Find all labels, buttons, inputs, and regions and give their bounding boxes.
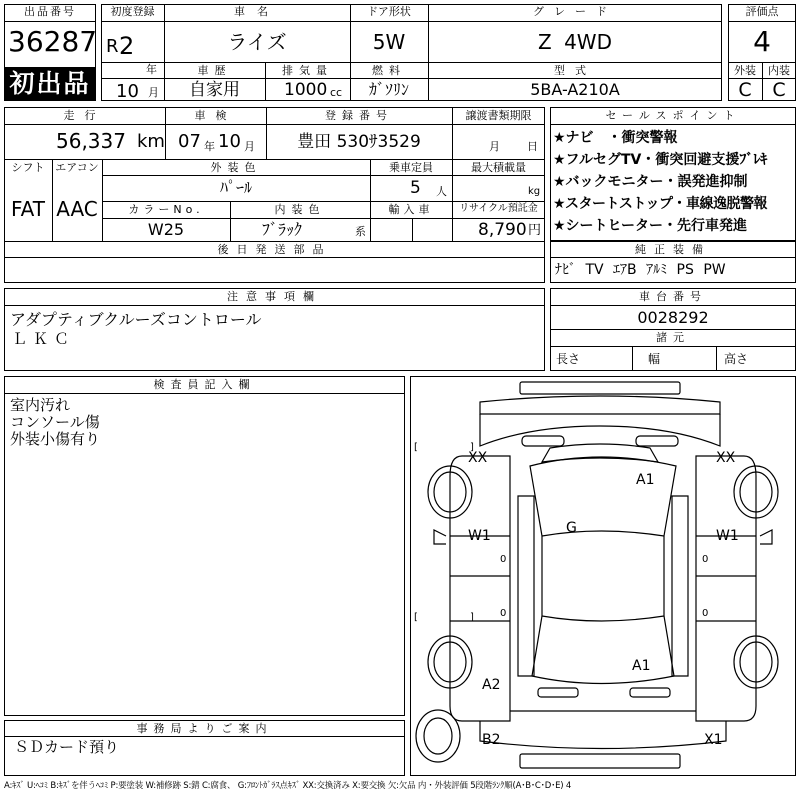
score-label: 評価点 <box>745 5 779 18</box>
sales-point-4: ★スタートストップ・車線逸脱警報 <box>553 196 767 212</box>
model-value: 5BA-A210A <box>530 80 620 99</box>
fuel-label: 燃料 <box>372 64 406 77</box>
fuel-value: ｶﾞｿﾘﾝ <box>368 80 409 99</box>
color-no-label: カラーNo. <box>128 203 204 216</box>
office-text: ＳＤカード預り <box>14 738 120 756</box>
first-reg-era: R <box>106 36 119 57</box>
transfer-month-unit: 月 <box>489 140 500 153</box>
first-reg-month: 10 <box>116 81 139 102</box>
seats-label: 乗車定員 <box>389 161 433 174</box>
notes-line-2: ＬＫＣ <box>12 330 76 348</box>
color-no-value: W25 <box>147 220 185 239</box>
chassis-value: 0028292 <box>637 308 709 327</box>
mark-g-windshield: G <box>566 520 577 536</box>
zero-3: 0 <box>500 608 507 619</box>
color-label: 外装色 <box>210 161 262 174</box>
import-label: 輸入車 <box>388 203 434 216</box>
bracket-4: ] <box>470 612 474 623</box>
office-label: 事務局よりご案内 <box>136 722 273 735</box>
mark-xx-front-left: XX <box>468 450 488 466</box>
first-reg-label: 初度登録 <box>110 5 155 18</box>
first-reg-year: 2 <box>119 32 135 60</box>
first-reg-year-unit: 年 <box>146 63 157 76</box>
car-name: ライズ <box>227 30 287 54</box>
mileage-label: 走行 <box>63 109 106 122</box>
sales-point-5: ★シートヒーター・先行車発進 <box>553 218 747 234</box>
notes-line-1: アダプティブクルーズコントロール <box>10 310 262 329</box>
lot-label: 出品番号 <box>24 5 76 18</box>
zero-1: 0 <box>500 554 507 565</box>
mileage-value: 56,337 <box>56 129 126 153</box>
zero-4: 0 <box>702 608 709 619</box>
history-value: 自家用 <box>189 80 240 100</box>
transfer-day-unit: 日 <box>527 140 538 153</box>
grade-value: Z 4WD <box>538 30 612 54</box>
score-value: 4 <box>753 25 771 58</box>
displacement-label: 排気量 <box>282 64 333 77</box>
door-label: ドア形状 <box>367 5 411 18</box>
width-label: 幅 <box>648 352 661 366</box>
mark-b2-rear: B2 <box>482 732 501 748</box>
inspector-line-1: 室内汚れ <box>10 396 71 414</box>
mark-xx-front-right: XX <box>716 450 736 466</box>
interior-color-value: ﾌﾞﾗｯｸ <box>262 220 303 239</box>
exterior-score: C <box>738 79 752 101</box>
load-label: 最大積載量 <box>471 161 526 174</box>
displacement-value: 1000 <box>284 80 328 100</box>
lot-number: 36287 <box>8 25 98 58</box>
interior-color-label: 内装色 <box>274 203 326 216</box>
interior-label: 内装 <box>768 64 790 77</box>
exterior-label: 外装 <box>734 64 756 77</box>
seats-unit: 人 <box>436 185 447 198</box>
mark-x1-rear: X1 <box>704 732 723 748</box>
displacement-unit: cc <box>330 86 343 99</box>
bracket-1: [ <box>414 442 418 453</box>
aircon-value: AAC <box>56 197 98 221</box>
notes-label: 注意事項欄 <box>227 290 322 303</box>
bracket-2: ] <box>470 442 474 453</box>
recycle-label: リサイクル預託金 <box>459 203 538 214</box>
load-unit: kg <box>528 186 541 197</box>
zero-2: 0 <box>702 554 709 565</box>
mark-w1-left: W1 <box>468 528 491 544</box>
sales-point-2: ★フルセグTV・衝突回避支援ﾌﾞﾚｷ <box>553 152 768 168</box>
legend-text: A:ｷｽﾞ U:ﾍｺﾐ B:ｷｽﾞを伴うﾍｺﾐ P:要塗装 W:補修跡 S:錆 C:腐食、 G:ﾌﾛﾝﾄｶﾞﾗｽ点ｷｽﾞ XX:交換済み X:要交換 欠:欠品 内・外装評価 5段階ﾗﾝｸ順(A･B･C･D･E) 4 <box>4 781 572 791</box>
mileage-unit: km <box>137 131 165 152</box>
sales-points-label: セールスポイント <box>605 109 741 122</box>
seats-value: 5 <box>410 178 421 198</box>
door-type: 5W <box>372 30 406 54</box>
history-label: 車歴 <box>197 64 232 77</box>
dims-label: 諸元 <box>656 331 690 344</box>
recycle-value: 8,790 <box>478 220 527 240</box>
length-label: 長さ <box>556 352 581 366</box>
recycle-unit: 円 <box>528 223 542 238</box>
inspection-year-unit: 年 <box>204 140 215 153</box>
registration-number: 豊田 530ｻ3529 <box>297 132 421 152</box>
inspector-label: 検査員記入欄 <box>153 378 256 391</box>
inspector-line-2: コンソール傷 <box>10 413 100 431</box>
equipment-value: ﾅﾋﾞ TV ｴｱB ｱﾙﾐ PS PW <box>555 262 726 278</box>
mark-a2-rear-left: A2 <box>482 677 501 693</box>
sales-point-1: ★ナビ ・衝突警報 <box>553 130 678 146</box>
shift-label: シフト <box>11 161 45 174</box>
chassis-label: 車台番号 <box>639 290 707 303</box>
inspection-month-unit: 月 <box>244 140 255 153</box>
inspection-year: 07 <box>178 131 201 152</box>
model-label: 型式 <box>554 64 596 77</box>
first-reg-month-unit: 月 <box>148 86 159 99</box>
shift-value: FAT <box>10 197 45 221</box>
equipment-label: 純正装備 <box>635 243 711 256</box>
interior-color-suffix: 系 <box>355 225 366 238</box>
inspection-label: 車検 <box>194 109 237 122</box>
height-label: 高さ <box>724 352 749 366</box>
aircon-label: エアコン <box>55 161 99 174</box>
inspector-line-3: 外装小傷有り <box>10 430 101 448</box>
name-label: 車名 <box>234 5 280 18</box>
car-diagram <box>410 376 796 776</box>
color-value: ﾊﾟｰﾙ <box>219 178 252 197</box>
mark-w1-right: W1 <box>716 528 739 544</box>
bracket-3: [ <box>414 612 418 623</box>
mark-a1-rear: A1 <box>632 658 651 674</box>
later-parts-label: 後日発送部品 <box>217 243 332 256</box>
inspection-month: 10 <box>218 131 241 152</box>
mark-a1-hood: A1 <box>636 472 655 488</box>
grade-label: グレード <box>533 5 617 18</box>
registration-label: 登録番号 <box>325 109 393 122</box>
sales-point-3: ★バックモニター・誤発進抑制 <box>553 174 748 190</box>
transfer-label: 譲渡書類期限 <box>465 109 532 122</box>
interior-score: C <box>772 79 786 101</box>
first-listing-badge: 初出品 <box>5 67 95 100</box>
